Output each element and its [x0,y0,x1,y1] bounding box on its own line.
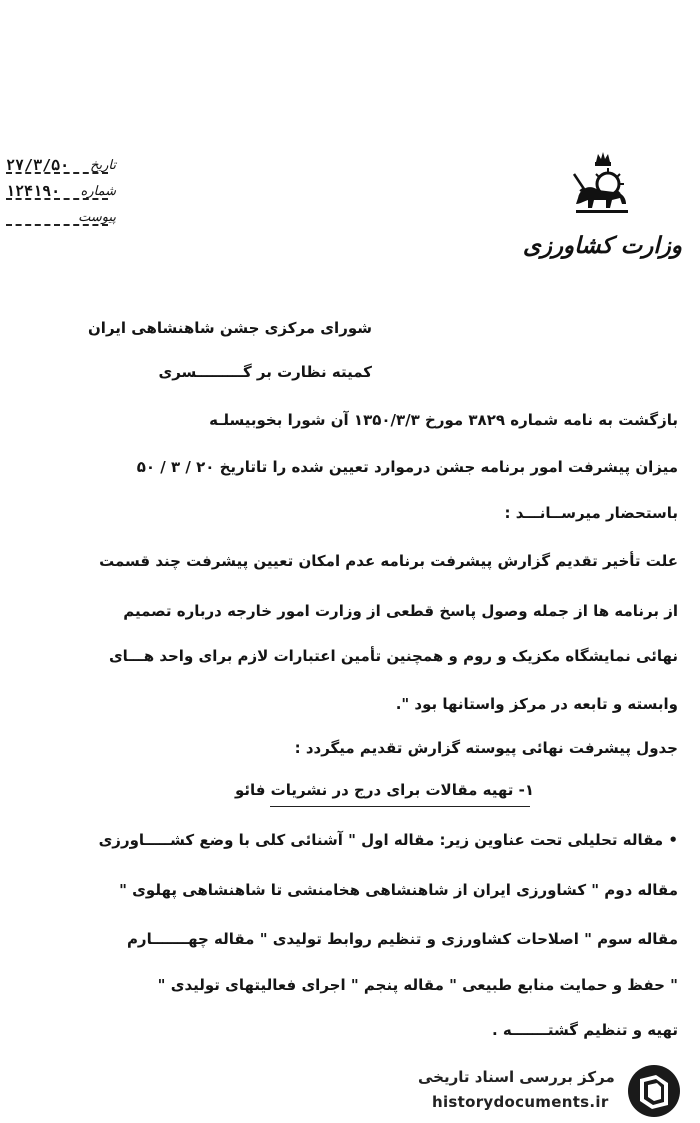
lion-and-sun-emblem-icon [568,148,638,218]
body-line-4: علت تأخیر تقدیم گزارش پیشرفت برنامه عدم امکان تعیین پیشرفت چند قسمت [99,552,678,570]
recipient-line-1: شورای مرکزی جشن شاهنشاهی ایران [88,319,372,337]
section-heading-1: ۱- تهیه مقالات برای درج در نشریات فائو [234,781,534,799]
body-line-8: جدول پیشرفت نهائی پیوسته گزارش تقدیم میگردد : [294,739,678,757]
watermark-name: مرکز بررسی اسناد تاریخی [418,1068,615,1086]
body-line-1: بازگشت به نامه شماره ۳۸۲۹ مورخ ۱۳۵۰/۳/۳ آن شورا بخوبیسلـه [209,411,678,429]
body-line-6: نهائی نمایشگاه مکزیک و روم و همچنین تأمین اعتبارات لازم برای واحد هـــای [108,647,678,665]
date-row [6,158,156,184]
section-divider [270,806,530,807]
paragraph-line-2: مقاله دوم " کشاورزی ایران از شاهنشاهی هخامنشی تا شاهنشاهی پهلوی " [119,881,678,899]
date-label: تاریخ [90,158,116,173]
watermark-url: historydocuments.ir [432,1093,609,1111]
letter-meta [6,158,156,236]
body-line-7: وابسته و تابعه در مرکز واستانها بود ". [395,695,678,713]
date-value: ۲۷/۳/۵۰ [6,156,70,174]
paragraph-line-5: تهیه و تنظیم گشتـــــــه . [491,1021,678,1039]
attachment-row [6,210,156,236]
paragraph-line-1: • مقاله تحلیلی تحت عناوین زیر: مقاله اول " آشنائی کلی با وضع کشـــــاورزی [98,831,678,849]
number-label: شماره [80,184,116,199]
body-line-3: باستحضار میرســانـــد : [504,504,678,522]
ministry-name: وزارت کشاورزی [522,232,682,259]
archive-logo-icon [626,1063,682,1119]
number-value: ۱۲۴۱۹۰ [6,182,61,200]
number-row [6,184,156,210]
body-line-5: از برنامه ها از جمله وصول پاسخ قطعی از وزارت امور خارجه درباره تصمیم [123,602,678,620]
attachment-label: پیوست [78,210,116,225]
body-line-2: میزان پیشرفت امور برنامه جشن درموارد تعیین شده را تاتاریخ ۲۰ / ۳ / ۵۰ [136,458,678,476]
recipient-line-2: کمیته نظارت بر گـــــــــسری [158,363,372,381]
paragraph-line-4: " حفظ و حمایت منابع طبیعی " مقاله پنجم " اجرای فعالیتهای تولیدی " [157,976,678,994]
paragraph-line-3: مقاله سوم " اصلاحات کشاورزی و تنظیم روابط تولیدی " مقاله چهـــــــارم [126,930,678,948]
